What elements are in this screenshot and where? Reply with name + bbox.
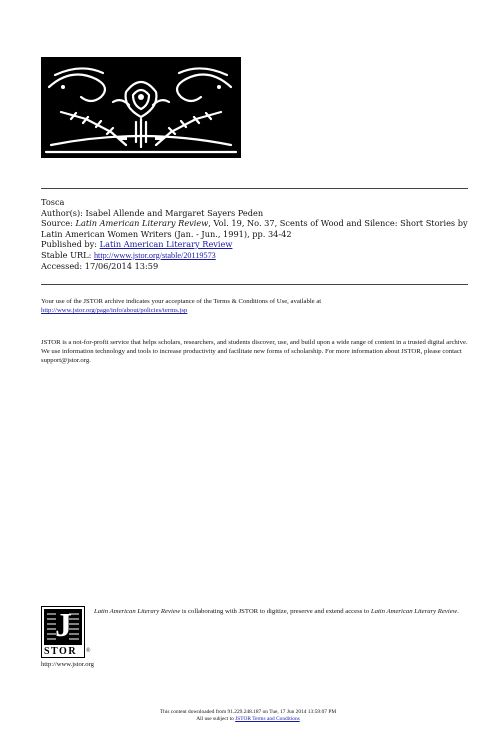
article-publisher	[41, 239, 471, 250]
jstor-badge-word: STOR	[44, 646, 78, 657]
terms-link[interactable]: http://www.jstor.org/page/info/about/policies/terms.jsp	[41, 307, 188, 314]
download-footer	[0, 709, 496, 723]
jstor-about-text: JSTOR is a not-for-profit service that helps scholars, researchers, and students discover, use, and build upon a wide range of content in a trusted digital archive. We use information technology and tools to increase productivity and facilitate new forms of scholarship. For more information about JSTOR, please contact support@jstor.org.	[41, 339, 468, 365]
collab-text: is collaborating with JSTOR to digitize, preserve and extend access to	[180, 608, 371, 615]
terms-notice	[41, 297, 471, 315]
publisher-link[interactable]: Latin American Literary Review	[99, 239, 233, 249]
jstor-decorative-engraving-icon	[41, 57, 241, 158]
article-authors	[41, 208, 471, 219]
metadata-divider	[41, 284, 468, 285]
source-label: Source:	[41, 218, 76, 228]
publisher-label: Published by:	[41, 239, 100, 249]
article-accessed: Accessed: 17/06/2014 13:59	[41, 261, 159, 271]
collab-end: .	[457, 608, 459, 615]
article-stable-url	[41, 250, 471, 262]
article-title: Tosca	[41, 197, 65, 207]
stable-url-link[interactable]: http://www.jstor.org/stable/20119573	[93, 250, 216, 260]
collab-journal-2: Latin American Literary Review	[370, 608, 458, 615]
terms-text: Your use of the JSTOR archive indicates your acceptance of the Terms & Conditions of Use, available at	[41, 298, 322, 305]
stable-url-label: Stable URL:	[41, 249, 94, 260]
usage-terms	[0, 716, 496, 723]
source-details: , Vol. 19, No. 37, Scents of Wood and Silence: Short Stories by Latin American Women Writers (Jan. - Jun., 1991), pp. 34-42	[41, 218, 468, 239]
jstor-badge-letter: J	[55, 607, 72, 644]
collab-journal: Latin American Literary Review	[94, 608, 181, 615]
article-metadata	[41, 197, 471, 272]
jstor-home-url[interactable]: http://www.jstor.org	[41, 661, 94, 668]
top-divider	[41, 188, 468, 189]
registered-mark: ®	[86, 648, 91, 654]
collaboration-notice	[94, 607, 474, 616]
download-info: This content downloaded from 91.229.248.187 on Tue, 17 Jun 2014 13:59:07 PM	[159, 709, 337, 715]
authors-label: Author(s):	[41, 207, 86, 218]
source-journal: Latin American Literary Review	[75, 218, 209, 228]
article-source	[41, 218, 471, 239]
jstor-logo-icon[interactable]	[41, 606, 91, 658]
authors-value: Isabel Allende and Margaret Sayers Peden	[85, 207, 264, 218]
terms-and-conditions-link[interactable]: JSTOR Terms and Conditions	[235, 715, 300, 722]
usage-terms-prefix: All use subject to	[196, 715, 236, 722]
